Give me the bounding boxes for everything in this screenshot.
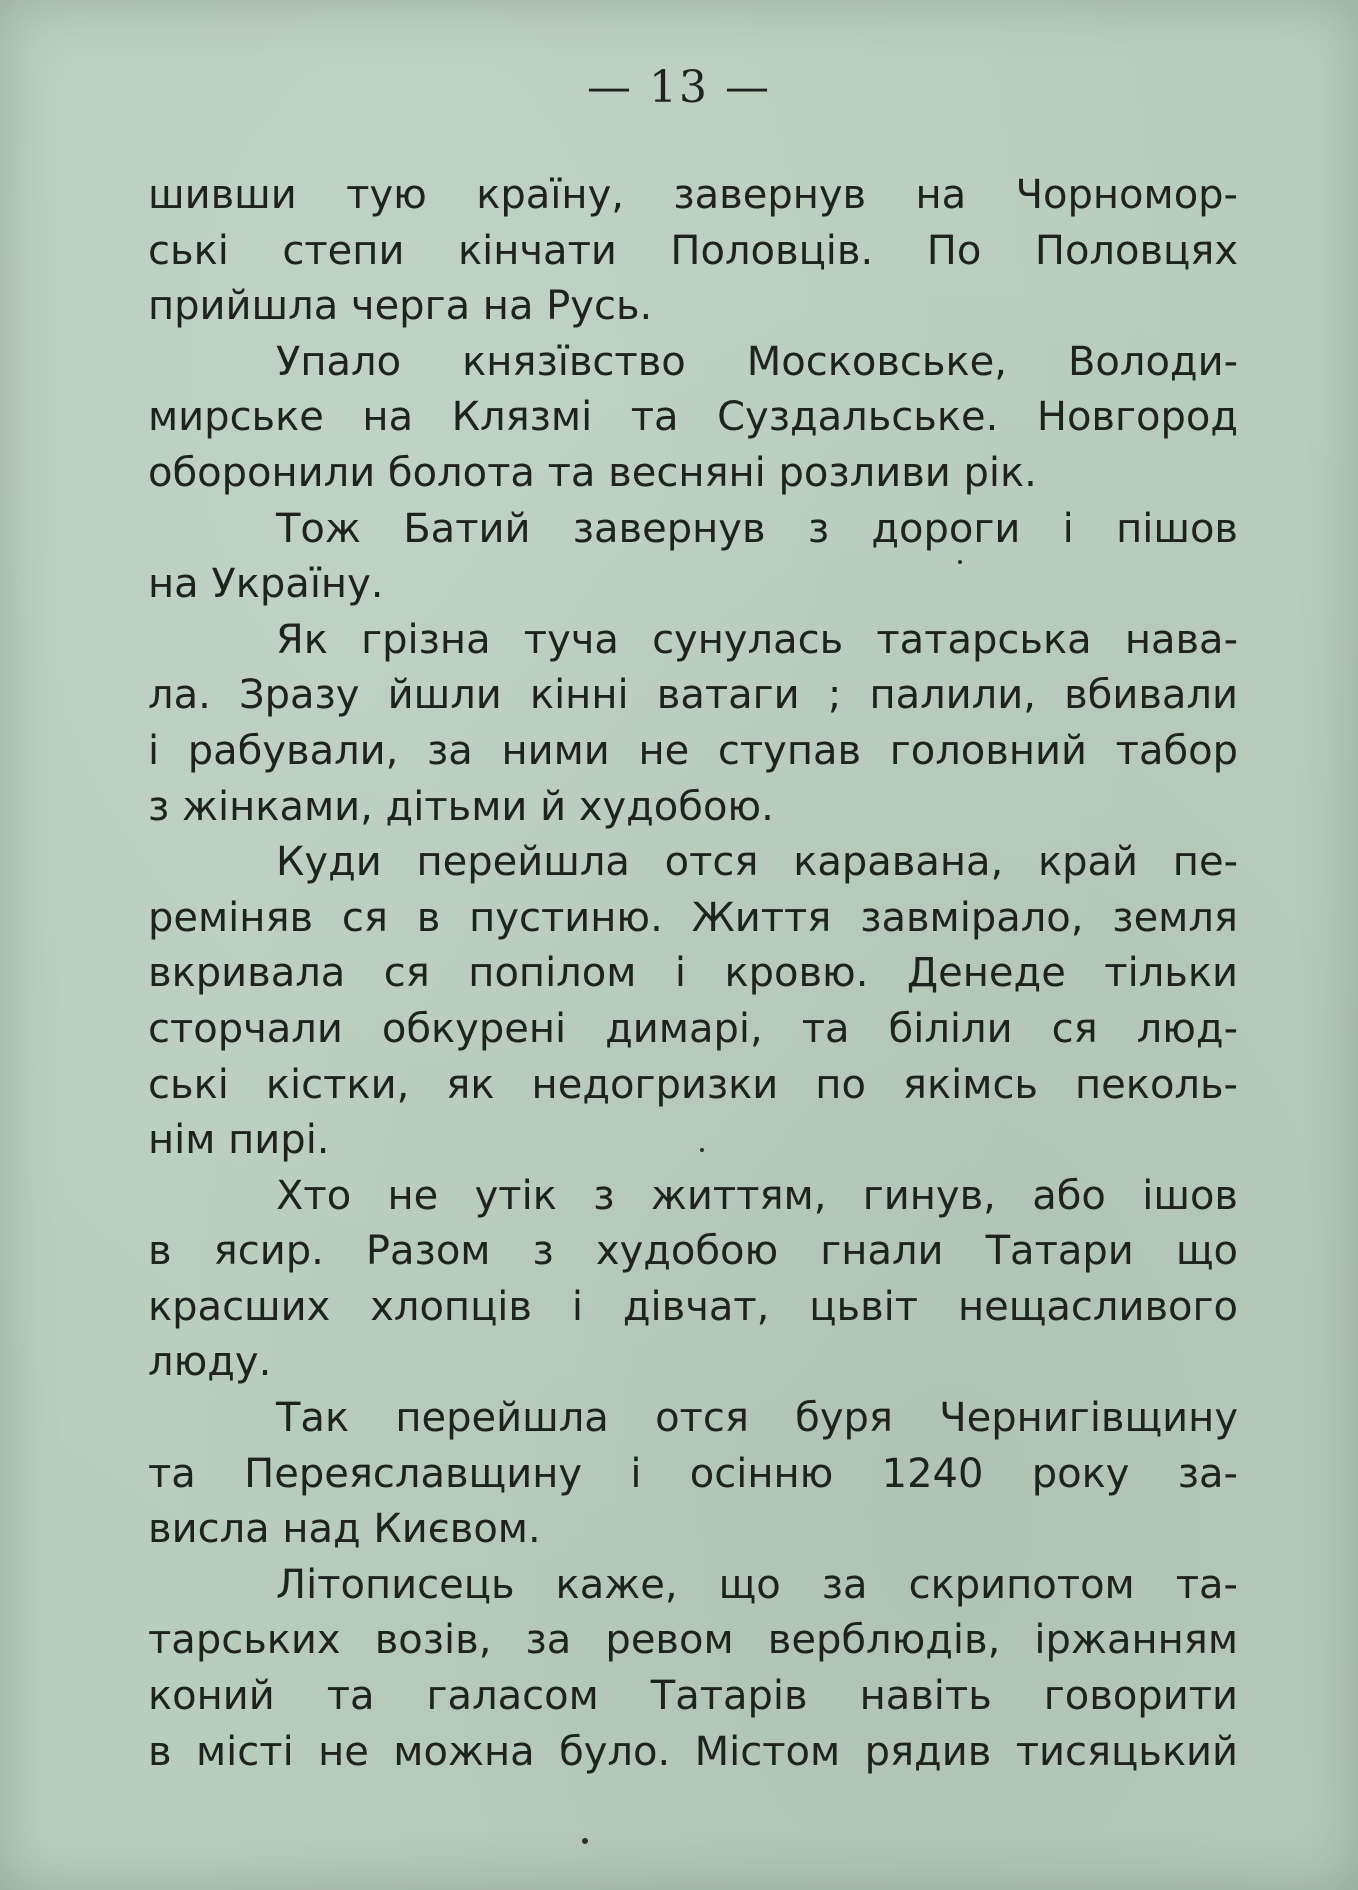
text-line: реміняв ся в пустиню. Життя завмірало, земля: [148, 894, 1238, 941]
text-line: коний та галасом Татарів навіть говорити: [148, 1673, 1238, 1720]
text-line: мирське на Клязмі та Суздальське. Новгород: [148, 394, 1238, 441]
print-speck: [582, 1838, 588, 1844]
print-speck: [700, 1148, 704, 1152]
text-line: Тож Батий завернув з дороги і пішов: [276, 505, 1238, 552]
text-line: ські степи кінчати Половців. По Половцях: [148, 227, 1238, 274]
text-line: Літописець каже, що за скрипотом та-: [276, 1561, 1238, 1608]
print-speck: [958, 560, 962, 564]
text-line: Так перейшла отся буря Чернигівщину: [276, 1395, 1238, 1442]
text-line: на Україну.: [148, 561, 384, 608]
text-line: ські кістки, як недогризки по якімсь пеколь-: [148, 1061, 1238, 1108]
text-line: і рабували, за ними не ступав головний табор: [148, 727, 1238, 774]
text-line: Куди перейшла отся каравана, край пе-: [276, 839, 1238, 886]
text-line: прийшла черга на Русь.: [148, 283, 653, 330]
text-line: ла. Зразу йшли кінні ватаги ; палили, вбивали: [148, 672, 1238, 719]
text-line: в місті не можна було. Містом рядив тисяцький: [148, 1728, 1238, 1775]
text-line: нім пирі.: [148, 1117, 330, 1164]
text-line: люду.: [148, 1339, 272, 1386]
text-line: та Переяславщину і осінню 1240 року за-: [148, 1450, 1238, 1497]
page-number: — 13 —: [587, 62, 771, 113]
text-line: оборонили болота та весняні розливи рік.: [148, 449, 1037, 496]
text-line: тарських возів, за ревом верблюдів, іржанням: [148, 1617, 1238, 1664]
text-line: Упало князївство Московське, Володи-: [276, 338, 1238, 385]
text-line: в ясир. Разом з худобою гнали Татари що: [148, 1228, 1238, 1275]
text-line: з жінками, дітьми й худобою.: [148, 783, 774, 830]
text-line: сторчали обкурені димарі, та біліли ся люд-: [148, 1005, 1238, 1052]
body-text: [148, 168, 1238, 1780]
text-line: Хто не утік з життям, гинув, або ішов: [276, 1172, 1238, 1219]
text-line: висла над Києвом.: [148, 1506, 541, 1553]
text-line: шивши тую країну, завернув на Чорномор-: [148, 172, 1238, 218]
text-line: красших хлопців і дівчат, цьвіт нещасливого: [148, 1283, 1238, 1330]
text-line: Як грізна туча сунулась татарська нава-: [276, 616, 1238, 663]
text-line: вкривала ся попілом і кровю. Денеде тільки: [148, 950, 1238, 997]
